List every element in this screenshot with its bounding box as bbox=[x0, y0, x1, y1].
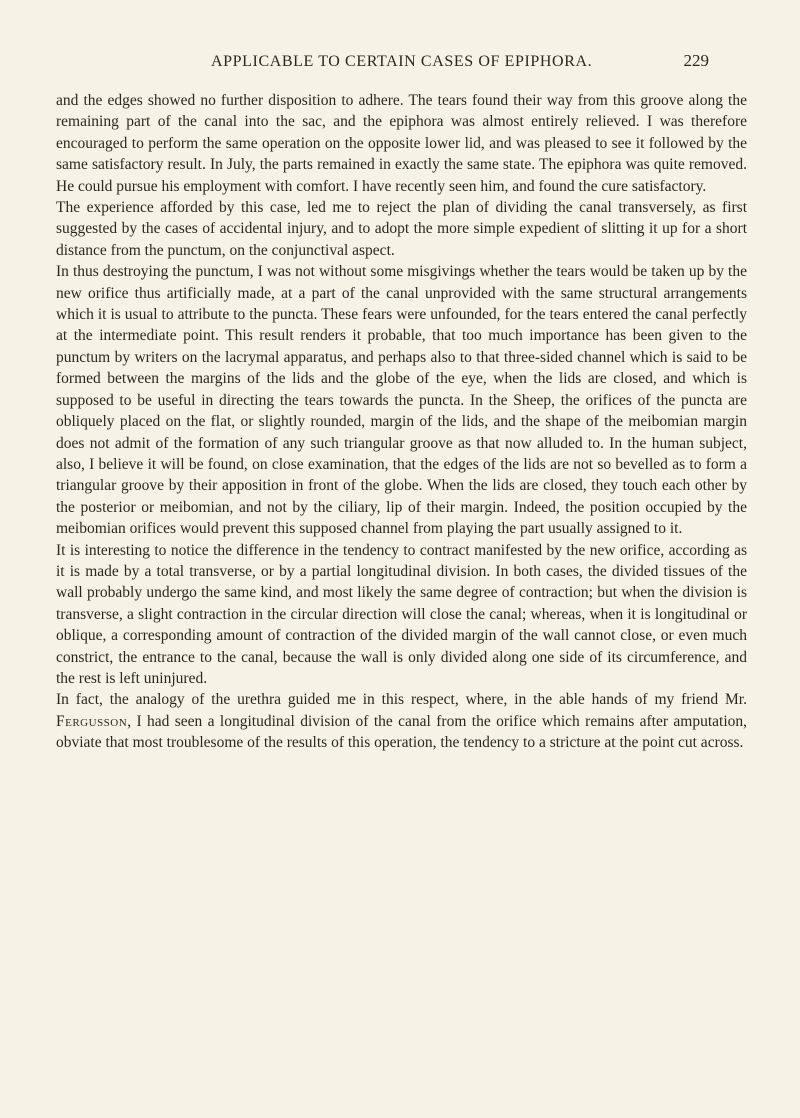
person-name-fergusson: Fergusson bbox=[56, 712, 128, 730]
paragraph-5-text-end: , I had seen a longitudinal division of the canal from the orifice which remains after amputation, obviate that most troublesome of the results of this operation, the tendency to a stricture at the point cut across. bbox=[56, 712, 747, 752]
running-head bbox=[0, 53, 800, 79]
running-title: APPLICABLE TO CERTAIN CASES OF EPIPHORA. bbox=[211, 53, 593, 70]
paragraph-5 bbox=[56, 689, 747, 753]
paragraph-5-text-start: In fact, the analogy of the urethra guided me in this respect, where, in the able hands of my friend Mr. bbox=[56, 691, 747, 709]
paragraph-4: It is interesting to notice the difference in the tendency to contract manifested by the new orifice, according as it is made by a total transverse, or by a partial longitudinal division. In both cases, the divided tissues of the wall probably undergo the same kind, and most likely the same degree of contraction; but when the division is transverse, a slight contraction in the circular direction will close the canal; whereas, when it is longitudinal or oblique, a corresponding amount of contraction of the divided margin of the wall cannot close, or even much constrict, the entrance to the canal, because the wall is only divided along one side of its circumference, and the rest is left uninjured. bbox=[56, 541, 747, 687]
paragraph-3: In thus destroying the punctum, I was not without some misgivings whether the tears would be taken up by the new orifice thus artificially made, at a part of the canal unprovided with the same structural arrangements which it is usual to attribute to the puncta. These fears were unfounded, for the tears entered the canal perfectly at the intermediate point. This result renders it probable, that too much importance has been given to the punctum by writers on the lacrymal apparatus, and perhaps also to that three-sided channel which is said to be formed between the margins of the lids and the globe of the eye, when the lids are closed, and which is supposed to be useful in directing the tears towards the puncta. In the Sheep, the orifices of the puncta are obliquely placed on the flat, or slightly rounded, margin of the lids, and the shape of the meibomian margin does not admit of the formation of any such triangular groove as that now alluded to. In the human subject, also, I believe it will be found, on close examination, that the edges of the lids are not so bevelled as to form a triangular groove by their apposition in front of the globe. When the lids are closed, they touch each other by the posterior or meibomian, and not by the ciliary, lip of their margin. Indeed, the position occupied by the meibomian orifices would prevent this supposed channel from playing the part usually assigned to it. bbox=[56, 263, 747, 538]
body-text bbox=[56, 90, 747, 754]
page-number: 229 bbox=[683, 51, 709, 70]
paragraph-1: and the edges showed no further disposition to adhere. The tears found their way from this groove along the remaining part of the canal into the sac, and the epiphora was almost entirely relieved. I was therefore encouraged to perform the same operation on the opposite lower lid, and was pleased to see it followed by the same satisfactory result. In July, the parts remained in exactly the same state. The epiphora was quite removed. He could pursue his employment with comfort. I have recently seen him, and found the cure satisfactory. bbox=[56, 92, 747, 195]
paragraph-2: The experience afforded by this case, led me to reject the plan of dividing the canal transversely, as first suggested by the cases of accidental injury, and to adopt the more simple expedient of slitting it up for a short distance from the punctum, on the conjunctival aspect. bbox=[56, 199, 747, 259]
